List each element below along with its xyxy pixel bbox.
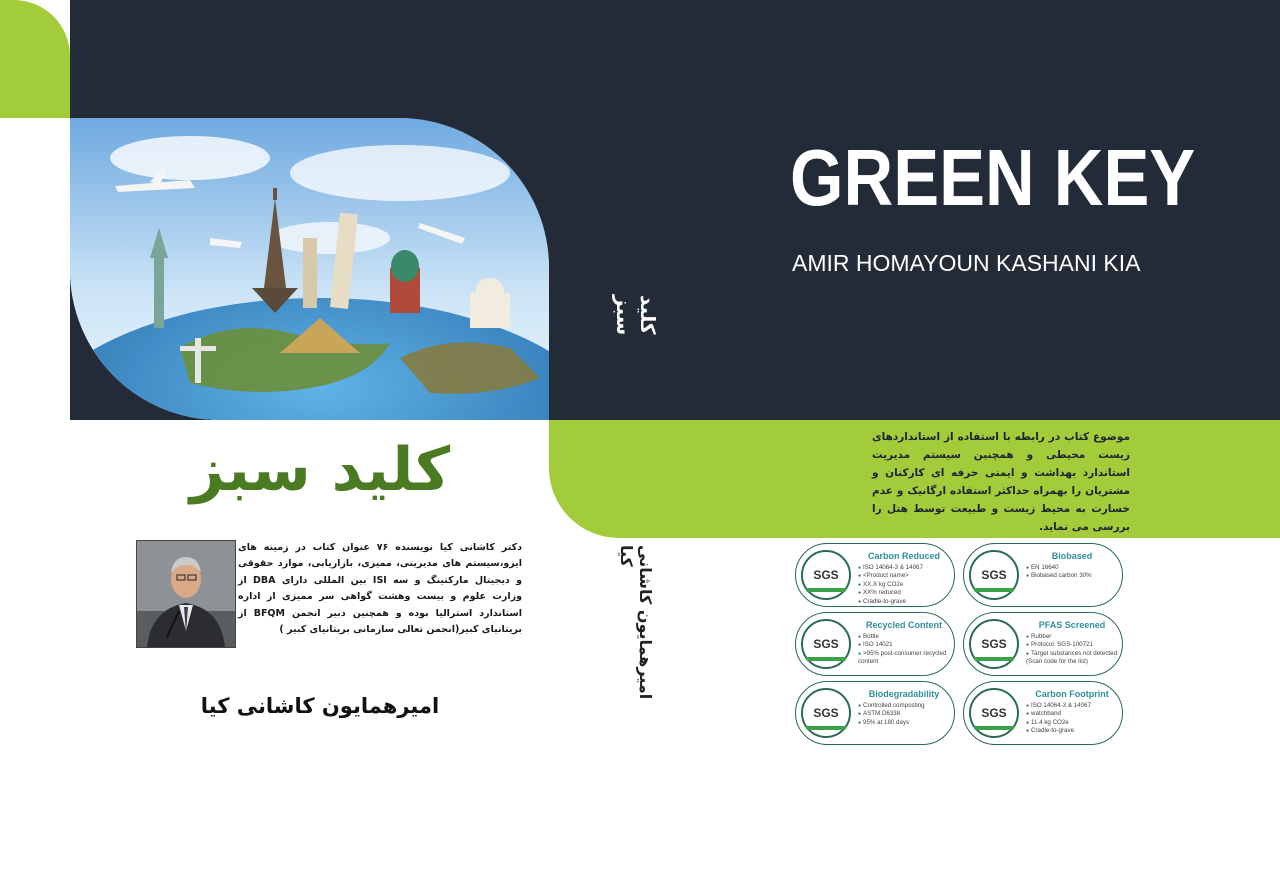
badge-title: PFAS Screened <box>1038 620 1106 630</box>
badge-line: ● Controlled composting <box>858 702 954 710</box>
badge-details <box>1026 564 1122 581</box>
sgs-logo-icon: SGS <box>969 550 1019 600</box>
badge-title: Biobased <box>1051 551 1093 561</box>
badge-biodegradability <box>795 681 955 745</box>
back-cover-description: موضوع کتاب در رابطه با استفاده از استانداردهای زیست محیطی و همچنین سیستم مدیریت استاندارد بهداشت و ایمنی حرفه ای کارکنان و مشتریان را بهمراه حداکثر استفاده ارگانیک و عدم خسارت به محیط زیست و طبیعت توسط هتل را بررسی می نماید. <box>872 431 1130 533</box>
sgs-arc-icon <box>974 657 1014 661</box>
badge-line: ● ISO 14064-3 & 14067 <box>1026 702 1122 710</box>
badge-line: ● XX.X kg CO2e <box>858 581 954 589</box>
badge-details <box>858 633 954 666</box>
badge-recycled-content <box>795 612 955 676</box>
badge-line: ● Rubber <box>1026 633 1122 641</box>
persian-author-name: امیرهمایون کاشانی کیا <box>200 694 440 718</box>
spine-title: کلید سبز <box>612 295 660 336</box>
sgs-logo-icon: SGS <box>801 619 851 669</box>
sgs-arc-icon <box>806 726 846 730</box>
badge-line: ● Protocol: SGS-100721 <box>1026 641 1122 649</box>
badge-line: ● Biobased carbon 30% <box>1026 572 1122 580</box>
sgs-arc-icon <box>974 588 1014 592</box>
badge-details <box>858 702 954 727</box>
badge-line: ● EN 16640 <box>1026 564 1122 572</box>
badge-biobased <box>963 543 1123 607</box>
persian-book-title: کلید سبز <box>189 435 451 505</box>
badge-title: Recycled Content <box>865 620 943 630</box>
english-book-title: GREEN KEY <box>790 133 1196 222</box>
sgs-arc-icon <box>974 726 1014 730</box>
badge-title: Biodegradability <box>868 689 940 699</box>
badge-line: ● ISO 14021 <box>858 641 954 649</box>
badge-line: ● <Product name> <box>858 572 954 580</box>
landmarks-collage-image <box>70 118 549 420</box>
badge-details <box>1026 702 1122 736</box>
badge-line: ● ISO 14064-3 & 14067 <box>858 564 954 572</box>
sgs-logo-icon: SGS <box>969 688 1019 738</box>
badge-line: ● 11.4 kg CO2e <box>1026 719 1122 727</box>
badge-details <box>1026 633 1122 666</box>
spine-author: امیرهمایون کاشانی کیا <box>617 545 655 700</box>
badge-details <box>858 564 954 606</box>
badge-title: Carbon Reduced <box>867 551 940 561</box>
sgs-logo-icon: SGS <box>801 688 851 738</box>
badge-line: ● XX% reduced <box>858 589 954 597</box>
badge-line: ● >95% post-consumer recycled content <box>858 650 954 666</box>
badge-line: ● ASTM D6338 <box>858 710 954 718</box>
badge-line: ● Cradle-to-grave <box>858 598 954 606</box>
badge-line: ● Target substances not detected (Scan code for the list) <box>1026 650 1122 666</box>
certification-badges <box>795 543 1125 745</box>
badge-line: ● Cradle-to-grave <box>1026 727 1122 735</box>
author-portrait <box>136 540 236 648</box>
badge-line: ● 95% at 180 days <box>858 719 954 727</box>
english-author-name: AMIR HOMAYOUN KASHANI KIA <box>792 250 1141 276</box>
badge-title: Carbon Footprint <box>1035 689 1109 699</box>
sgs-arc-icon <box>806 657 846 661</box>
sgs-logo-icon: SGS <box>969 619 1019 669</box>
sgs-arc-icon <box>806 588 846 592</box>
badge-carbon-reduced <box>795 543 955 607</box>
badge-carbon-footprint <box>963 681 1123 745</box>
badge-pfas-screened <box>963 612 1123 676</box>
author-biography: دکتر کاشانی کیا نویسنده ۷۶ عنوان کتاب در زمینه های ایزو،سیستم های مدیریتی، ممیزی، بازاریابی، موارد حقوقی و دیجیتال مارکتینگ و سه ISI بین المللی دارای DBA از وزارت علوم و بیست وهشت گواهی سر ممیزی از اداره استاندارد استرالیا بوده و همچنین دبیر انجمن BFQM از بریتانیای کبیر(انجمن تعالی سازمانی بریتانیای کبیر ) <box>238 542 522 636</box>
badge-line: ● Bottle <box>858 633 954 641</box>
green-corner-tab <box>0 0 70 118</box>
badge-line: ● watchband <box>1026 710 1122 718</box>
sgs-logo-icon: SGS <box>801 550 851 600</box>
